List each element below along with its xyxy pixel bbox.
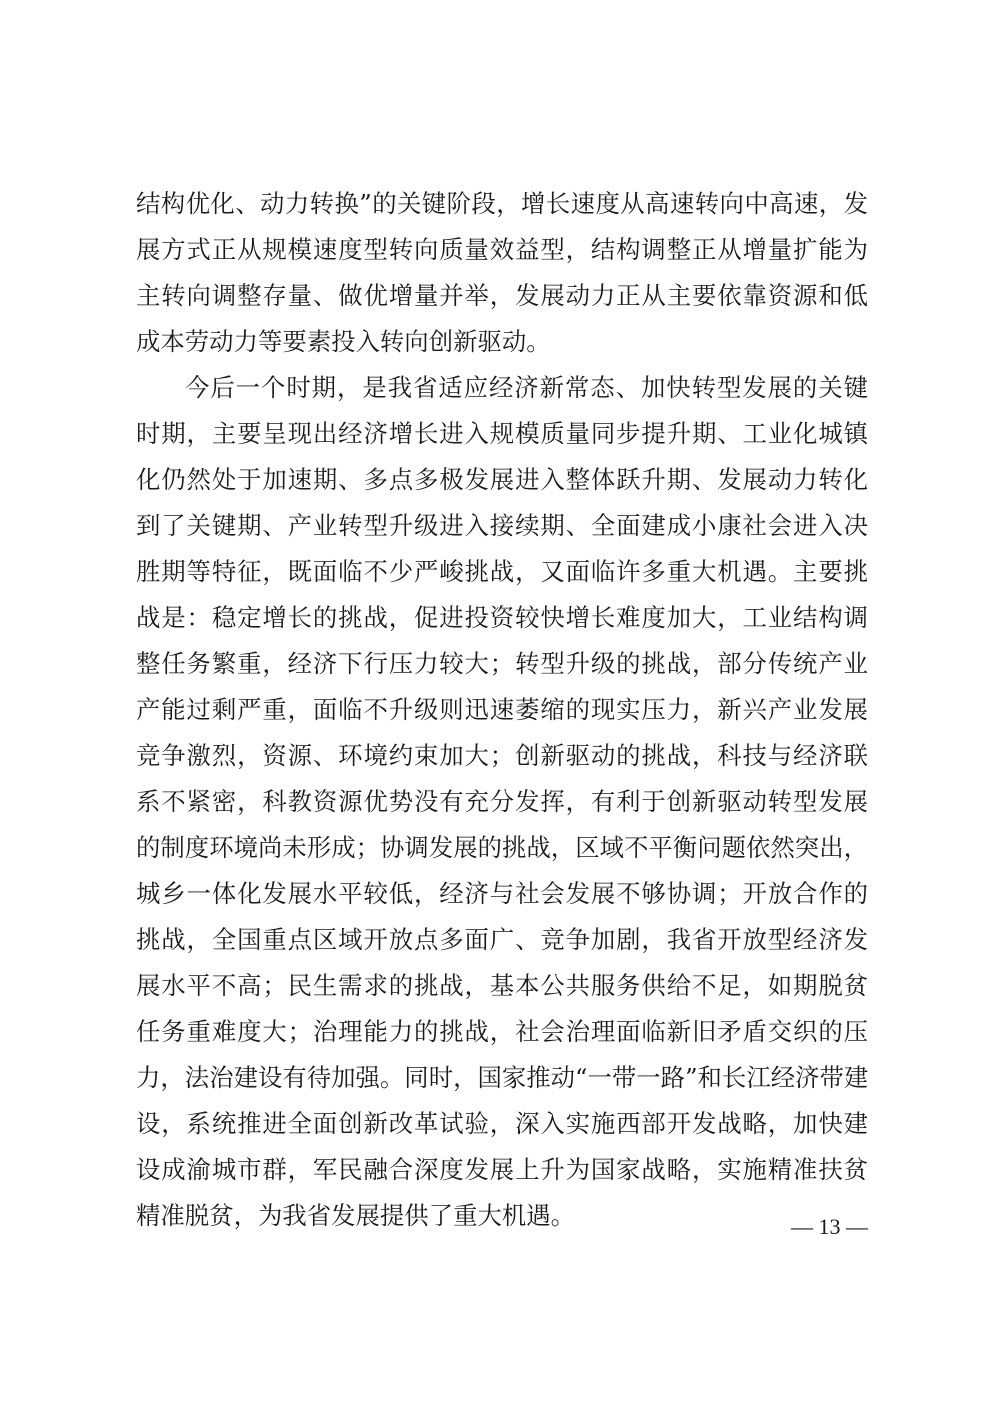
text-line: 设成渝城市群，军民融合深度发展上升为国家战略，实施精准扶贫 [136, 1155, 868, 1184]
text-line: 胜期等特征，既面临不少严峻挑战，又面临许多重大机遇。主要挑 [136, 557, 868, 586]
text-line: 城乡一体化发展水平较低，经济与社会发展不够协调；开放合作的 [136, 879, 868, 908]
text-line: 挑战，全国重点区域开放点多面广、竞争加剧，我省开放型经济发 [136, 925, 868, 954]
text-line: 系不紧密，科教资源优势没有充分发挥，有利于创新驱动转型发展 [136, 787, 868, 816]
text-line: 主转向调整存量、做优增量并举，发展动力正从主要依靠资源和低 [136, 281, 868, 310]
text-line: 产能过剩严重，面临不升级则迅速萎缩的现实压力，新兴产业发展 [136, 695, 868, 724]
paragraph-1 [136, 181, 868, 365]
text-line: 时期，主要呈现出经济增长进入规模质量同步提升期、工业化城镇 [136, 419, 868, 448]
page-number: — 13 — [791, 1214, 868, 1239]
text-line: 战是：稳定增长的挑战，促进投资较快增长难度加大，工业结构调 [136, 603, 868, 632]
paragraph-2 [136, 365, 868, 1239]
text-line: 展方式正从规模速度型转向质量效益型，结构调整正从增量扩能为 [136, 235, 868, 264]
text-line: 的制度环境尚未形成；协调发展的挑战，区域不平衡问题依然突出， [136, 833, 868, 862]
text-line: 设，系统推进全面创新改革试验，深入实施西部开发战略，加快建 [136, 1109, 868, 1138]
text-line: 整任务繁重，经济下行压力较大；转型升级的挑战，部分传统产业 [136, 649, 868, 678]
text-line: 任务重难度大；治理能力的挑战，社会治理面临新旧矛盾交织的压 [136, 1017, 868, 1046]
text-line: 结构优化、动力转换”的关键阶段，增长速度从高速转向中高速，发 [136, 189, 868, 218]
text-line: 今后一个时期，是我省适应经济新常态、加快转型发展的关键 [185, 373, 868, 402]
text-line: 竞争激烈，资源、环境约束加大；创新驱动的挑战，科技与经济联 [136, 741, 868, 770]
text-line: 到了关键期、产业转型升级进入接续期、全面建成小康社会进入决 [136, 511, 868, 540]
document-body [136, 181, 868, 1239]
text-line: 展水平不高；民生需求的挑战，基本公共服务供给不足，如期脱贫 [136, 971, 868, 1000]
text-line: 力，法治建设有待加强。同时，国家推动“一带一路”和长江经济带建 [136, 1063, 869, 1092]
text-line: 精准脱贫，为我省发展提供了重大机遇。 [136, 1201, 576, 1230]
text-line: 成本劳动力等要素投入转向创新驱动。 [136, 327, 551, 356]
text-line: 化仍然处于加速期、多点多极发展进入整体跃升期、发展动力转化 [136, 465, 868, 494]
